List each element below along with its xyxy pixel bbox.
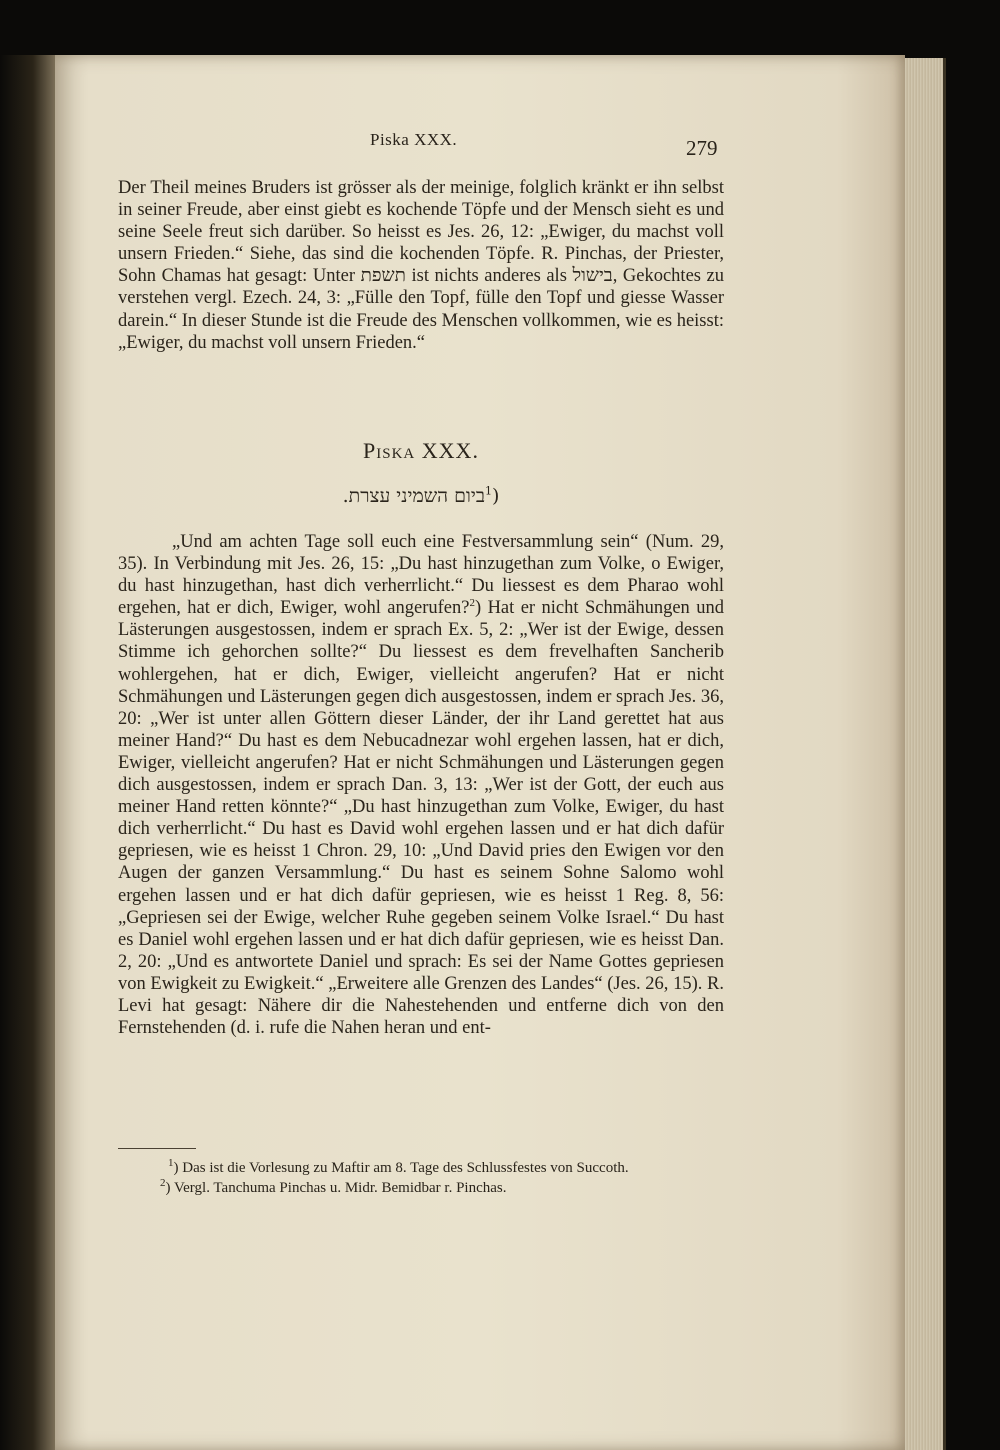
page-edges — [905, 58, 946, 1450]
hebrew-title — [118, 485, 724, 508]
paragraph-2-part-a: „Und am achten Tage soll euch eine Festversammlung sein“ (Num. 29, 35). In Verbindung mit Jes. 26, 15: „Du hast hinzugethan zum Volke, o Ewiger, du hast hinzugethan, hast dich verherrlicht.“ Du liessest es dem Pharao wohl ergehen, hat er dich, Ewiger, wohl angerufen? — [118, 532, 724, 619]
hebrew-title-close: ) — [491, 485, 500, 507]
footnote-ref-1: 1 — [484, 484, 492, 498]
footnote-2-mark: 2 — [160, 1177, 166, 1189]
hebrew-title-text: ביום השמיני עצרת. — [342, 485, 485, 507]
footnote-ref-2: 2 — [469, 597, 475, 610]
footnote-2 — [118, 1178, 724, 1198]
footnote-1-mark: 1 — [168, 1157, 174, 1169]
paragraph-1: Der Theil meines Bruders ist grösser als der meinige, folglich kränkt er ihn selbst in seiner Freude, aber einst giebt es kochende Töpfe und der Mensch sieht es und seine Seele freut sich darüber. So heisst es Jes. 26, 12: „Ewiger, du machst voll unsern Frieden.“ Siehe, das sind die kochenden Töpfe. R. Pinchas, der Priester, Sohn Chamas hat gesagt: Unter תשפת ist nichts anderes als בישול, Gekochtes zu verstehen vergl. Ezech. 24, 3: „Fülle den Topf, fülle den Topf und giesse Wasser darein.“ In dieser Stunde ist die Freude des Menschen vollkommen, wie es heisst: „Ewiger, du machst voll unsern Frieden.“ — [118, 178, 725, 353]
section-heading — [118, 438, 724, 464]
footnote-1-text: ) Das ist die Vorlesung zu Maftir am 8. Tage des Schlussfestes von Succoth. — [173, 1160, 629, 1176]
footnote-rule — [118, 1148, 196, 1149]
book-spine-shadow — [0, 55, 55, 1450]
footnotes — [118, 1158, 724, 1198]
section-heading-numeral: XXX. — [421, 438, 479, 463]
running-head: Piska XXX. — [370, 130, 458, 149]
paragraph-2-part-b: ) Hat er nicht Schmähungen und Lästerungen ausgestossen, indem er sprach Ex. 5, 2: „Wer ist der Ewige, dessen Stimme ich gehorchen sollte?“ Du liessest es dem frevelhaften Sancherib wohlergehen, hat er dich, Ewiger, vielleicht angerufen? Hat er nicht Schmähungen und Lästerungen gegen dich ausgestossen, indem er sprach Jes. 36, 20: „Wer ist unter allen Göttern dieser Länder, der ihr Land gerettet hat aus meiner Hand?“ Du hast es dem Nebucadnezar wohl ergehen lassen, hat er dich, Ewiger, vielleicht angerufen? Hat er nicht Schmähungen und Lästerungen gegen dich ausgestossen, indem er sprach Dan. 3, 13: „Wer ist der Gott, der euch aus meiner Hand retten könnte?“ „Du hast hinzugethan zum Volke, Ewiger, du hast dich verherrlicht.“ Du hast es David wohl ergehen lassen und er hat dich dafür gepriesen, wie es heisst 1 Chron. 29, 10: „Und David pries den Ewigen vor den Augen der ganzen Versammlung.“ Du hast es seinem Sohne Salomo wohl ergehen lassen und er hat dich dafür gepriesen, wie es heisst 1 Reg. 8, 56: „Gepriesen sei der Ewige, welcher Ruhe gegeben seinem Volke Israel.“ Du hast es Daniel wohl ergehen lassen und er hat dich dafür gepriesen, wie es heisst Dan. 2, 20: „Und es antwortete Daniel und sprach: Es sei der Name Gottes gepriesen von Ewigkeit zu Ewigkeit.“ „Erweitere alle Grenzen des Landes“ (Jes. 26, 15). R. Levi hat gesagt: Nähere dir die Nahestehenden und entferne dich von den Fernstehenden (d. i. rufe die Nahen heran und ent- — [118, 598, 724, 1039]
section-heading-prefix: Piska — [363, 438, 416, 463]
paragraph-2 — [118, 531, 724, 1039]
page-number: 279 — [686, 136, 718, 160]
footnote-1 — [118, 1158, 724, 1178]
footnote-2-text: ) Vergl. Tanchuma Pinchas u. Midr. Bemidbar r. Pinchas. — [165, 1180, 507, 1196]
